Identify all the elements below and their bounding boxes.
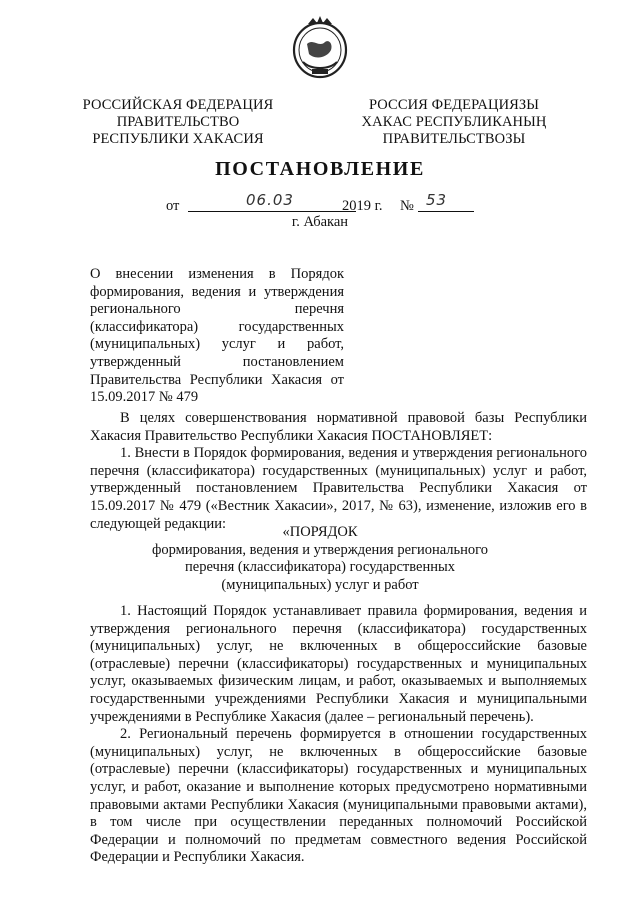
subject-block: О внесении изменения в Порядок формирования, ведения и утверждения регионального перечня (классификатора) государственных (муниципальных) услуг и работ, утвержденный постановлением Правительства Республики Хакасия от 15.09.2017 № 479 (90, 266, 344, 406)
body-paragraph: В целях совершенствования нормативной правовой базы Республики Хакасия Правительство Республики Хакасия ПОСТАНОВЛЯЕТ: (90, 410, 587, 444)
date-prefix: от (166, 198, 180, 214)
body-preamble (90, 410, 587, 533)
city: г. Абакан (291, 214, 349, 230)
order-body (90, 603, 587, 867)
document-title: ПОСТАНОВЛЕНИЕ (215, 158, 425, 180)
header-left-line: РЕСПУБЛИКИ ХАКАСИЯ (92, 131, 264, 147)
number-underline (418, 211, 474, 212)
header-left (78, 97, 278, 148)
header-right (354, 97, 554, 148)
order-title-line: перечня (классификатора) государственных (185, 559, 455, 576)
body-paragraph: 1. Внести в Порядок формирования, ведения и утверждения регионального перечня (классификатора) государственных (муниципальных) услуг и работ, утвержденный постановлением Правительства Республики Хакасия от 15.09.2017 № 479 («Вестник Хакасии», 2017, № 63), изменение, изложив его в следующей редакции: (90, 445, 587, 532)
order-title-line: формирования, ведения и утверждения регионального (152, 541, 488, 558)
handwritten-number: 53 (426, 191, 448, 209)
order-paragraph: 1. Настоящий Порядок устанавливает правила формирования, ведения и утверждения регионального перечня (классификатора) государственных (муниципальных) услуг, не включенных в общероссийские базовые (отраслевые) перечни (классификаторы) государственных и муниципальных услуг, оказываемых физическим лицам, и работ, оказываемых и выполняемых государственными учреждениями Республики Хакасия и муниципальными учреждениями в Республике Хакасия (далее – региональный перечень). (90, 603, 587, 725)
header-left-line: ПРАВИТЕЛЬСТВО (116, 114, 240, 130)
date-underline (188, 211, 356, 212)
handwritten-date: 06.03 (246, 191, 294, 209)
order-title-line: (муниципальных) услуг и работ (221, 576, 419, 593)
header-right-line: ПРАВИТЕЛЬСТВОЗЫ (382, 131, 526, 147)
number-sign: № (400, 198, 414, 214)
header-right-line: РОССИЯ ФЕДЕРАЦИЯЗЫ (368, 97, 540, 113)
order-title-line: «ПОРЯДОК (282, 524, 358, 540)
header-right-line: ХАКАС РЕСПУБЛИКАНЫҢ (361, 114, 547, 130)
order-paragraph: 2. Региональный перечень формируется в отношении государственных (муниципальных) услуг, не включенных в общероссийские базовые (отраслевые) перечни (классификаторы) государственных и муниципальных услуг, и работ, оказание и выполнение которых предусмотрено нормативными правовыми актами Республики Хакасия (муниципальными правовыми актами), в том числе при осуществлении переданных полномочий Российской Федерации и полномочий по предметам совместного ведения Российской Федерации и Республики Хакасия. (90, 726, 587, 866)
coat-of-arms-icon (289, 14, 351, 82)
dateline (166, 191, 486, 216)
header-left-line: РОССИЙСКАЯ ФЕДЕРАЦИЯ (82, 97, 274, 113)
year-label: 2019 г. (342, 198, 383, 214)
order-title (0, 524, 640, 594)
